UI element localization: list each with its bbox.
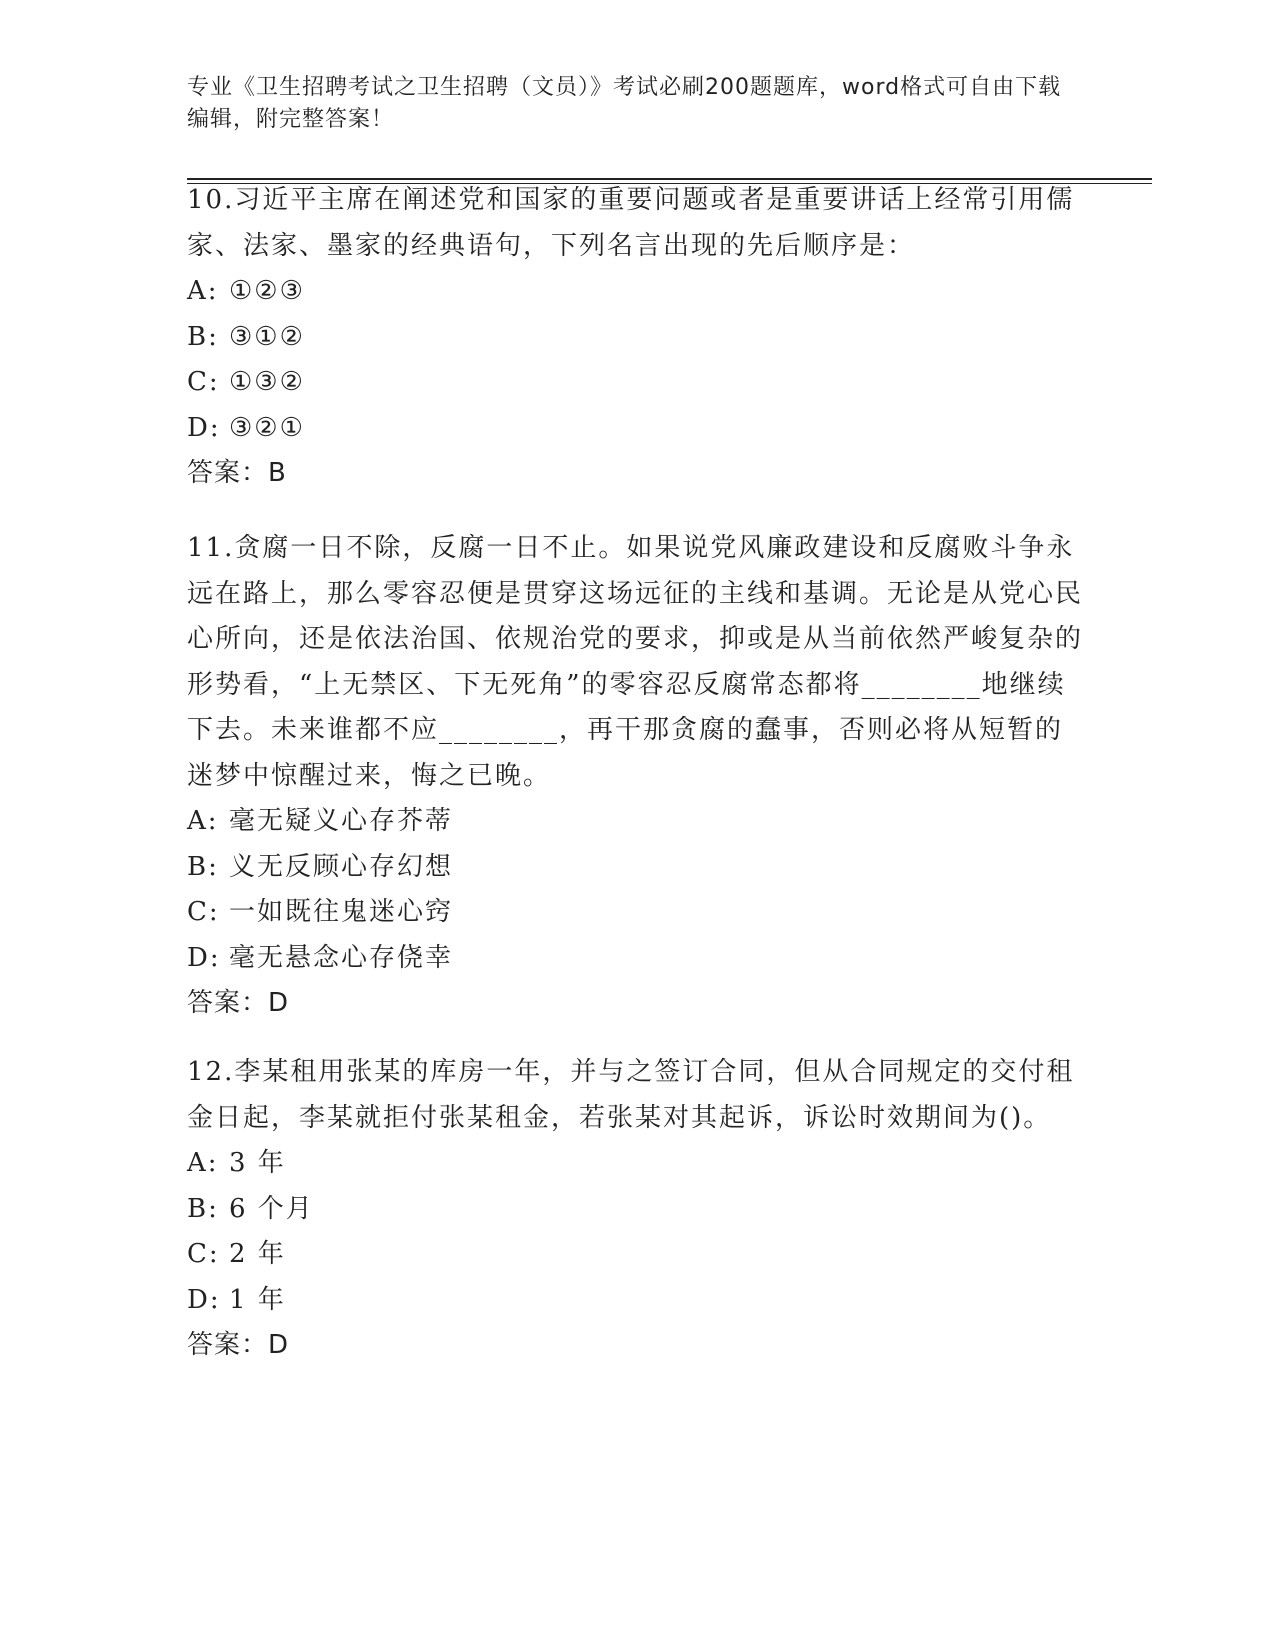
option-key: C: xyxy=(187,367,220,397)
question-11 xyxy=(187,526,1087,1027)
option-text: 2 年 xyxy=(229,1239,286,1269)
option-d xyxy=(187,936,1087,982)
question-12 xyxy=(187,1050,1087,1369)
question-stem: 11.贪腐一日不除，反腐一日不止。如果说党风廉政建设和反腐败斗争永远在路上，那么零容忍便是贯穿这场远征的主线和基调。无论是从党心民心所向，还是依法治国、依规治党的要求，抑或是从当前依然严峻复杂的形势看，“上无禁区、下无死角”的零容忍反腐常态都将________地继续下去。未来谁都不应________，再干那贪腐的蠢事，否则必将从短暂的迷梦中惊醒过来，悔之已晚。 xyxy=(187,533,1084,791)
answer-line: 答案：D xyxy=(187,988,290,1018)
option-d xyxy=(187,1278,1087,1324)
option-text: 毫无疑义心存芥蒂 xyxy=(229,806,454,836)
option-a xyxy=(187,799,1087,845)
option-c xyxy=(187,360,1087,406)
option-key: A: xyxy=(187,806,219,836)
answer-line: 答案：D xyxy=(187,1330,290,1360)
option-c xyxy=(187,890,1087,936)
question-stem: 10.习近平主席在阐述党和国家的重要问题或者是重要讲话上经常引用儒家、法家、墨家的经典语句，下列名言出现的先后顺序是： xyxy=(187,185,1075,261)
option-b xyxy=(187,315,1087,361)
option-key: B: xyxy=(187,321,219,352)
answer-line: 答案：B xyxy=(187,458,287,488)
option-text: ①③② xyxy=(229,367,305,397)
option-key: C: xyxy=(187,897,220,927)
option-text: ③①② xyxy=(229,321,305,352)
option-key: D: xyxy=(187,412,221,443)
option-key: B: xyxy=(187,1193,219,1224)
option-c xyxy=(187,1232,1087,1278)
option-b xyxy=(187,1187,1087,1233)
option-key: D: xyxy=(187,942,221,973)
option-key: A: xyxy=(187,276,219,306)
option-key: A: xyxy=(187,1148,219,1178)
document-header: 专业《卫生招聘考试之卫生招聘（文员）》考试必刷200题题库，word格式可自由下载编辑，附完整答案！ xyxy=(187,75,1062,132)
option-key: D: xyxy=(187,1284,221,1315)
question-stem: 12.李某租用张某的库房一年，并与之签订合同，但从合同规定的交付租金日起，李某就拒付张某租金，若张某对其起诉，诉讼时效期间为()。 xyxy=(187,1057,1075,1133)
option-text: ①②③ xyxy=(229,276,305,306)
question-10 xyxy=(187,178,1087,497)
option-text: ③②① xyxy=(229,412,305,443)
option-key: C: xyxy=(187,1239,220,1269)
option-a xyxy=(187,1141,1087,1187)
option-text: 毫无悬念心存侥幸 xyxy=(229,942,454,973)
option-text: 3 年 xyxy=(229,1148,286,1178)
option-b xyxy=(187,845,1087,891)
option-d xyxy=(187,406,1087,452)
option-text: 一如既往鬼迷心窍 xyxy=(229,897,454,927)
option-text: 义无反顾心存幻想 xyxy=(229,851,454,882)
option-text: 6 个月 xyxy=(229,1193,314,1224)
option-key: B: xyxy=(187,851,219,882)
option-text: 1 年 xyxy=(229,1284,286,1315)
option-a xyxy=(187,269,1087,315)
